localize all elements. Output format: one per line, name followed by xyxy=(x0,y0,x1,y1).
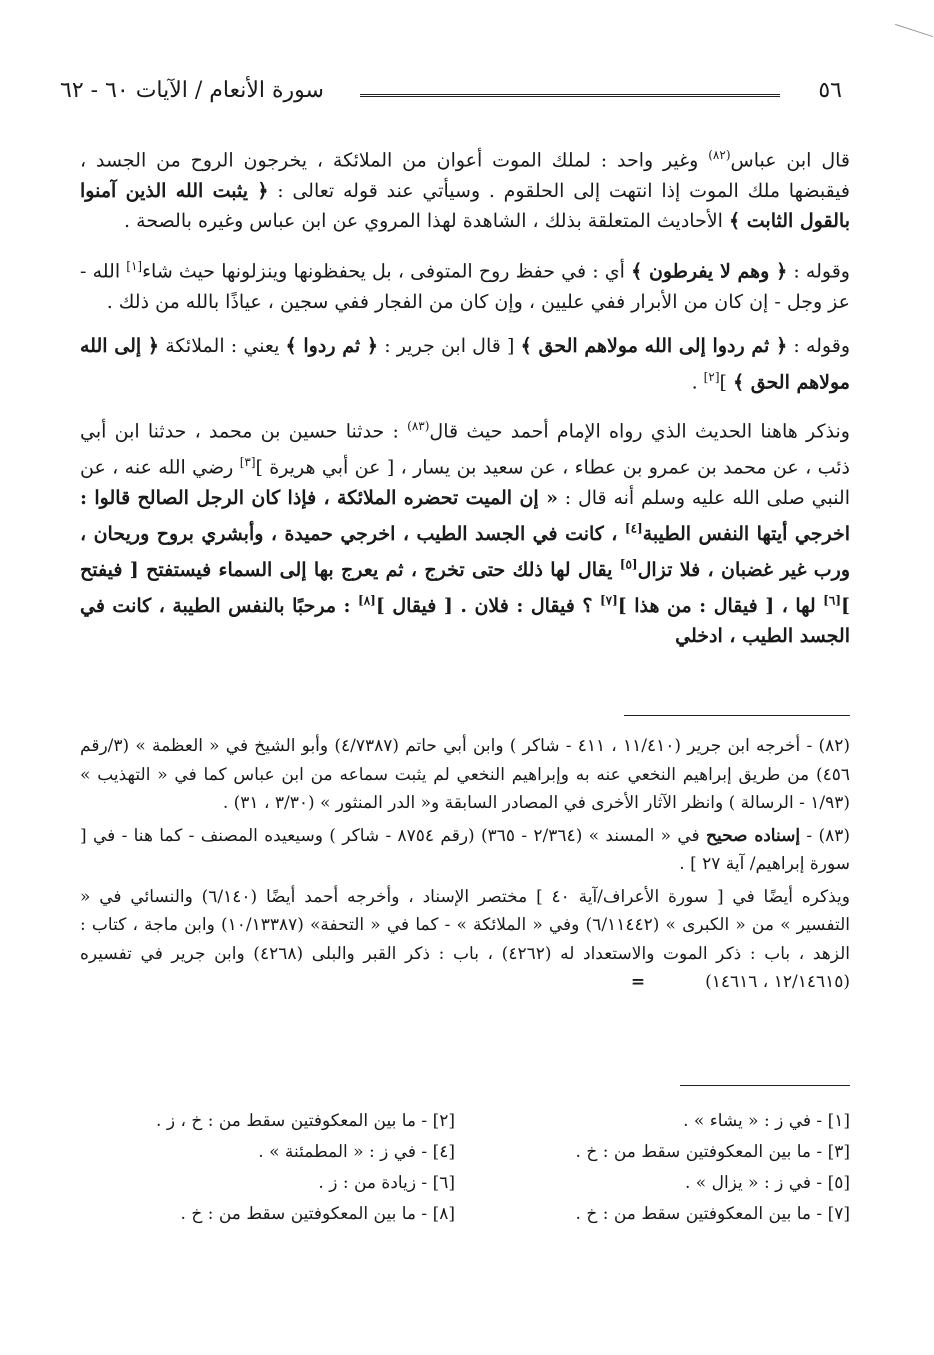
paragraph: قال ابن عباس$^{(٨٢)}$ وغير واحد : لملك الموت أعوان من الملائكة ، يخرجون الروح من الجسد ، فيقبضها ملك الموت إذا انتهت إلى الحلقوم . وسيأتي عند قوله تعالى : ﴿ يثبت الله الذين آمنوا بالقول الثابت ﴾ الأحاديث المتعلقة بذلك ، الشاهدة لهذا المروي عن ابن عباس وغيره بالصحة . xyxy=(80,148,850,233)
variant-note: [٨] - ما بين المعكوفتين سقط من : خ . xyxy=(180,1204,455,1224)
continuation-mark: = xyxy=(630,972,646,992)
footnote-divider xyxy=(624,715,850,716)
manuscript-variants xyxy=(80,1106,850,1230)
variant-note: [٧] - ما بين المعكوفتين سقط من : خ . xyxy=(575,1204,850,1224)
footnote-text: ويذكره أيضًا في [ سورة الأعراف/آية ٤٠ ] مختصر الإسناد ، وأخرجه أحمد أيضًا (٦/١٤٠) والنسائي في « التفسير » من « الكبرى » (٦/١١٤٤٢) وفي « الملائكة » - كما في « التحفة» (١٠/١٣٣٨٧) وابن ماجة ، كتاب : الزهد ، باب : ذكر الموت والاستعداد له (٤٢٦٢) ، باب : ذكر القبر والبلى (٤٢٦٨) وابن جرير في تفسيره (١٢/١٤٦١٥ ، ١٤٦١٦) xyxy=(80,886,851,992)
running-header xyxy=(60,78,850,118)
variant-note: [٣] - ما بين المعكوفتين سقط من : خ . xyxy=(575,1142,850,1162)
page-edge-mark xyxy=(895,24,934,38)
footnote: (٨٣) - إسناده صحيح في « المسند » (٢/٣٦٤ - ٣٦٥) (رقم ٨٧٥٤ - شاكر ) وسيعيده المصنف - كما هنا - في [ سورة إبراهيم/ آية ٢٧ ] . xyxy=(80,825,850,874)
variants-divider xyxy=(680,1085,850,1086)
header-rule xyxy=(360,94,780,97)
variant-note: [٤] - في ز : « المطمئنة » . xyxy=(258,1142,455,1162)
main-text xyxy=(80,140,850,666)
surah-title: سورة الأنعام / الآيات ٦٠ - ٦٢ xyxy=(60,78,324,103)
footnotes xyxy=(80,732,850,1001)
variant-note: [٦] - زيادة من : ز . xyxy=(318,1173,455,1193)
page-number: ٥٦ xyxy=(818,78,842,103)
footnote: (٨٢) - أخرجه ابن جرير (١١/٤١٠ ، ٤١١ - شاكر ) وابن أبي حاتم (٤/٧٣٨٧) وأبو الشيخ في « العظمة » (٣/رقم ٤٥٦) من طريق إبراهيم النخعي عنه به وإبراهيم النخعي لم يثبت سماعه من ابن عباس كما في « التهذيب » (١/٩٣ - الرسالة ) وانظر الآثار الأخرى في المصادر السابقة و« الدر المنثور » (٣/٣٠ ، ٣١) . xyxy=(80,736,850,813)
variant-note: [٢] - ما بين المعكوفتين سقط من : خ ، ز . xyxy=(156,1111,455,1131)
variant-note: [١] - في ز : « يشاء » . xyxy=(683,1111,850,1131)
paragraph: وقوله : ﴿ وهم لا يفرطون ﴾ أي : في حفظ روح المتوفى ، بل يحفظونها وينزلونها حيث شاء[١] الله - عز وجل - إن كان من الأبرار ففي عليين ، وإن كان من الفجار ففي سجين ، عياذًا بالله من ذلك . xyxy=(80,258,850,313)
variant-note: [٥] - في ز : « يزال » . xyxy=(684,1173,850,1193)
footnote xyxy=(80,883,850,997)
paragraph: وقوله : ﴿ ثم ردوا إلى الله مولاهم الحق ﴾ [ قال ابن جرير : ﴿ ثم ردوا ﴾ يعني : الملائكة ﴿ إلى الله مولاهم الحق ﴾ ][٢] . xyxy=(80,335,851,393)
paragraph: ونذكر هاهنا الحديث الذي رواه الإمام أحمد حيث قال$^{(٨٣)}$ : حدثنا حسين بن محمد ، حدثنا ابن أبي ذئب ، عن محمد بن عمرو بن عطاء ، عن سعيد بن يسار ، [ عن أبي هريرة ][٣] رضي الله عنه ، عن النبي صلى الله عليه وسلم أنه قال : « إن الميت تحضره الملائكة ، فإذا كان الرجل الصالح قالوا : اخرجي أيتها النفس الطيبة[٤] ، كانت في الجسد الطيب ، اخرجي حميدة ، وأبشري بروح وريحان ، ورب غير غضبان ، فلا تزال[٥] يقال لها ذلك حتى تخرج ، ثم يعرج بها إلى السماء فيستفتح [ فيفتح ][٦] لها ، [ فيقال : من هذا ][٧] ؟ فيقال : فلان . [ فيقال ][٨] : مرحبًا بالنفس الطيبة ، كانت في الجسد الطيب ، ادخلي xyxy=(80,419,850,648)
